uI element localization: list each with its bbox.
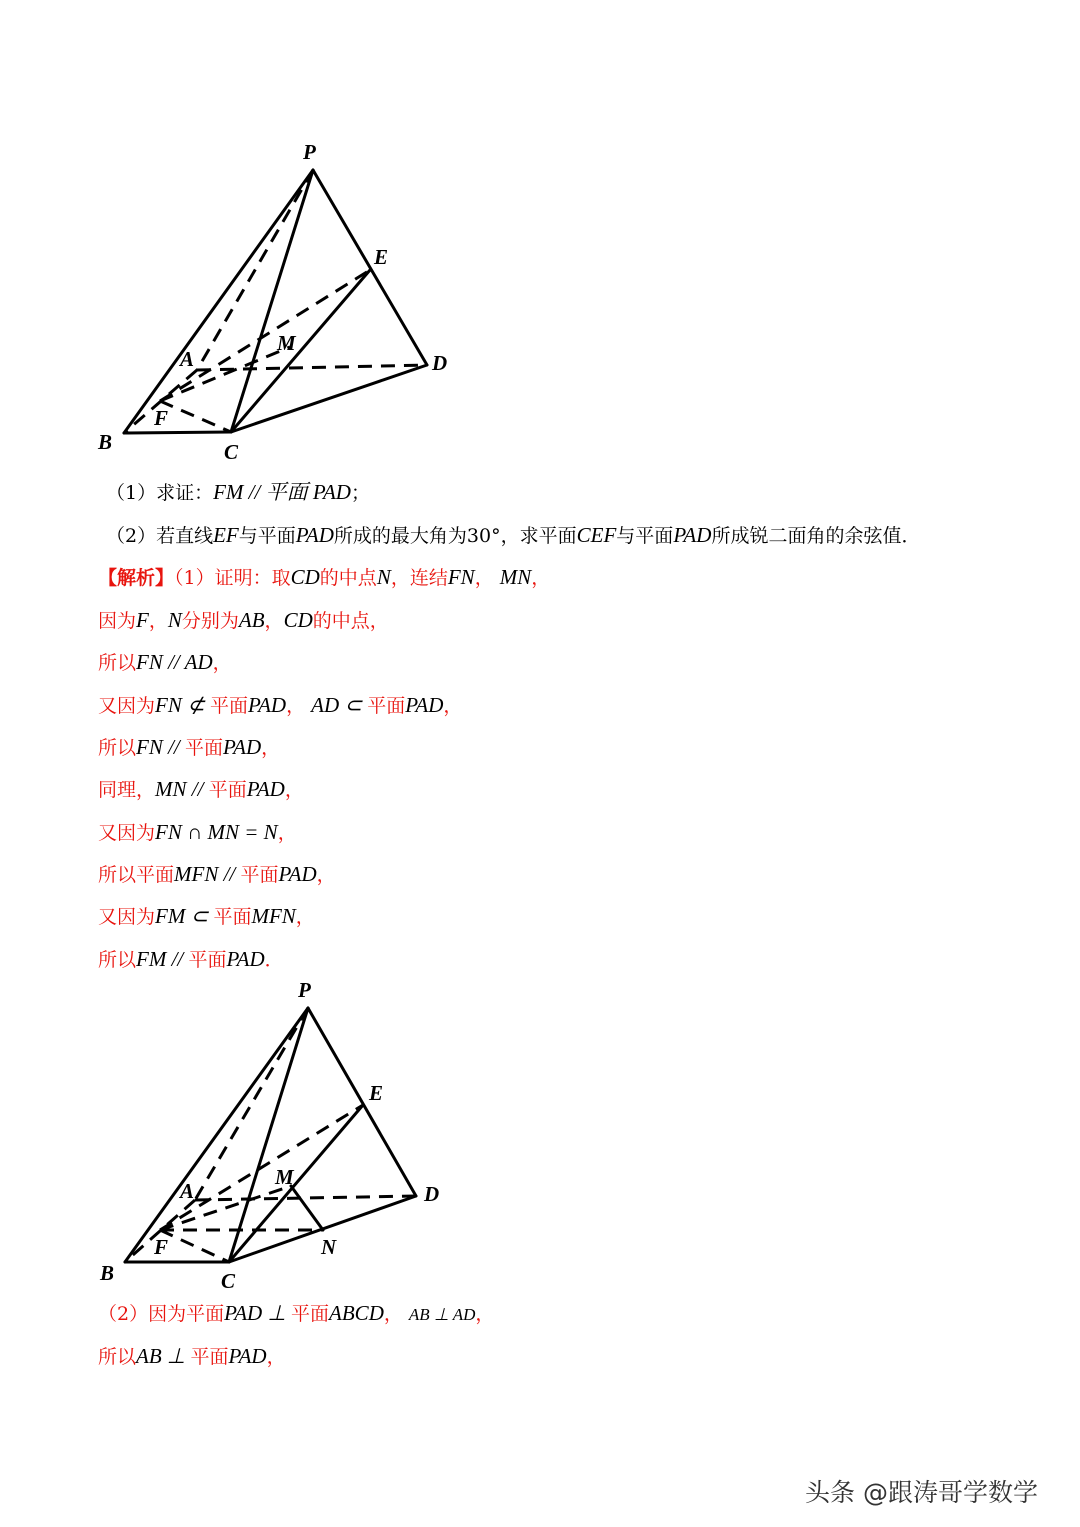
solution-line-9: 又因为FM ⊂ 平面MFN， <box>98 904 315 928</box>
solution-line-8: 所以平面MFN // 平面PAD， <box>98 862 336 886</box>
solution-line-7: 又因为FN ∩ MN = N， <box>98 820 297 844</box>
segment-MN <box>291 1186 323 1230</box>
question-1: （1）求证：FM // 平面 PAD； <box>106 480 370 504</box>
label-P: P <box>298 978 311 1002</box>
edge-PD <box>308 1008 416 1196</box>
label-F: F <box>154 406 169 430</box>
label-P: P <box>303 140 316 164</box>
label-A: A <box>180 347 195 371</box>
pyramid-figure-1 <box>90 130 470 470</box>
label-N: N <box>321 1235 337 1259</box>
label-C: C <box>221 1269 236 1293</box>
edge-AD <box>197 365 427 370</box>
label-E: E <box>369 1081 384 1105</box>
solution-line-6: 同理，MN // 平面PAD， <box>98 777 304 801</box>
label-E: E <box>374 245 389 269</box>
question-2: （2）若直线EF与平面PAD所成的最大角为30°，求平面CEF与平面PAD所成锐二面角的余弦值． <box>106 523 921 547</box>
segment-FC <box>160 1230 229 1262</box>
edge-PB <box>124 170 313 433</box>
label-M: M <box>277 331 296 355</box>
segment-FE <box>160 270 370 401</box>
solution-line-2: 因为F，N分别为AB，CD的中点， <box>98 608 389 632</box>
edge-BC <box>124 432 231 433</box>
solution-part2-line-1: （2）因为平面PAD ⊥ 平面ABCD， AB ⊥ AD， <box>98 1301 495 1325</box>
label-M: M <box>275 1165 294 1189</box>
edge-PC <box>231 170 313 432</box>
label-D: D <box>432 351 448 375</box>
solution-line-10: 所以FM // 平面PAD． <box>98 947 284 971</box>
watermark: 头条 @跟涛哥学数学 <box>805 1478 1038 1507</box>
label-B: B <box>98 430 113 454</box>
solution-line-4: 又因为FN ⊄ 平面PAD， AD ⊂ 平面PAD， <box>98 693 463 717</box>
solution-line-3: 所以FN // AD， <box>98 650 232 674</box>
solution-line-5: 所以FN // 平面PAD， <box>98 735 281 759</box>
label-C: C <box>224 440 239 464</box>
segment-FE <box>160 1105 363 1230</box>
solution-part2-line-2: 所以AB ⊥ 平面PAD， <box>98 1344 286 1368</box>
label-B: B <box>100 1261 115 1285</box>
edge-AD <box>195 1196 416 1200</box>
edge-PC <box>229 1008 308 1262</box>
pyramid-figure-2 <box>90 975 460 1295</box>
label-D: D <box>424 1182 440 1206</box>
segment-FC <box>160 401 231 432</box>
label-A: A <box>180 1179 195 1203</box>
solution-line-1: 【解析】（1）证明：取CD的中点N，连结FN， MN， <box>98 565 551 589</box>
edge-PD <box>313 170 427 365</box>
edge-PB <box>125 1008 308 1262</box>
label-F: F <box>154 1235 169 1259</box>
